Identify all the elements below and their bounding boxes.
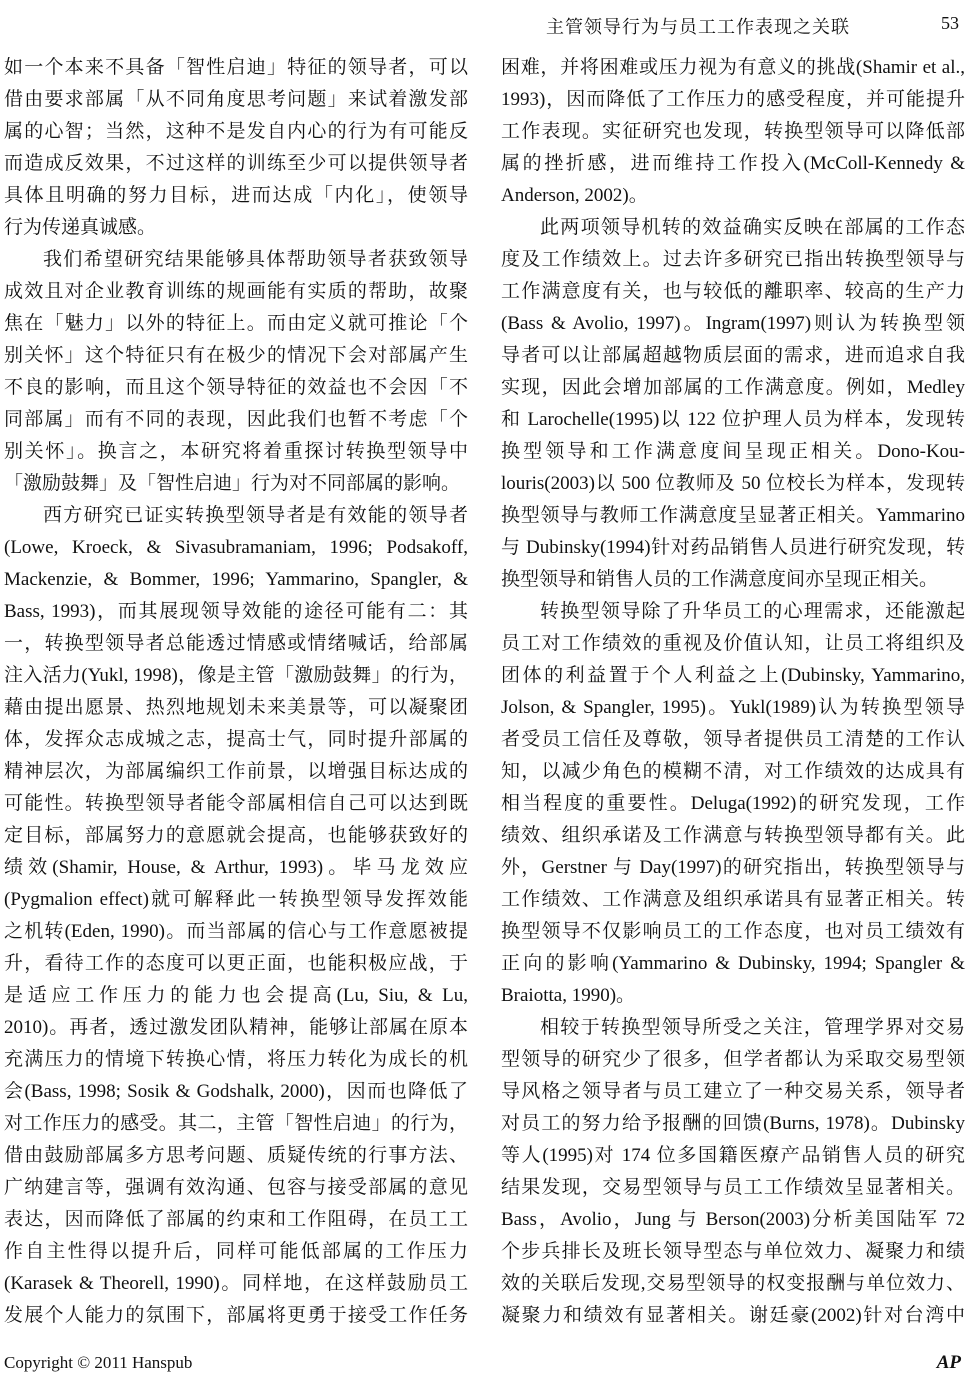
- text-line: Mackenzie, & Bommer, 1996; Yammarino, Spangler, &: [4, 569, 468, 590]
- text-line: 和 Larochelle(1995)以 122 位护理人员为样本，发现转: [501, 409, 965, 430]
- text-line: Braiotta, 1990)。: [501, 985, 636, 1006]
- text-line: (Bass & Avolio, 1997)。Ingram(1997)则认为转换型领: [501, 313, 965, 334]
- text-line: 借由鼓励部属多方思考问题、质疑传统的行事方法、: [4, 1145, 468, 1166]
- text-line: 西方研究已证实转换型领导者是有效能的领导者: [43, 505, 468, 526]
- text-line: 换型领导与教师工作满意度呈显著正相关。Yammarino: [501, 505, 965, 526]
- text-line: 换型领导和工作满意度间呈现正相关。Dono-Kou-: [501, 441, 965, 462]
- publisher-logo: AP: [936, 1352, 961, 1373]
- text-line: 成效且对企业教育训练的规画能有实质的帮助，故聚: [4, 281, 468, 302]
- text-line: (Lowe, Kroeck, & Sivasubramaniam, 1996; Podsakoff,: [4, 537, 468, 558]
- column-right: [501, 52, 965, 1332]
- text-line: 相当程度的重要性。Deluga(1992)的研究发现，工作: [501, 793, 965, 814]
- text-line: Anderson, 2002)。: [501, 185, 648, 206]
- text-line: 个步兵排长及班长领导型态与单位效力、凝聚力和绩: [501, 1241, 965, 1262]
- page-footer: [4, 1352, 961, 1374]
- column-left: [4, 52, 468, 1332]
- text-line: 度及工作绩效上。过去许多研究已指出转换型领导与: [501, 249, 965, 270]
- text-line: 精神层次，为部属编织工作前景，以增强目标达成的: [4, 761, 468, 782]
- text-line: 相较于转换型领导所受之关注，管理学界对交易: [540, 1017, 965, 1038]
- text-line: 困难，并将困难或压力视为有意义的挑战(Shamir et al.,: [501, 57, 965, 78]
- text-line: 导风格之领导者与员工建立了一种交易关系，领导者: [501, 1081, 965, 1102]
- text-line: 者受员工信任及尊敬，领导者提供员工清楚的工作认: [501, 729, 965, 750]
- text-line: louris(2003)以 500 位教师及 50 位校长为样本，发现转: [501, 473, 965, 494]
- running-head-title: 主管领导行为与员工工作表现之关联: [546, 17, 850, 37]
- text-line: 知，以减少角色的模糊不清，对工作绩效的达成具有: [501, 761, 965, 782]
- text-line: 作自主性得以提升后，同样可能低部属的工作压力: [4, 1241, 468, 1262]
- text-line: 发展个人能力的氛围下，部属将更勇于接受工作任务: [4, 1305, 468, 1326]
- text-line: 实现，因此会增加部属的工作满意度。例如，Medley: [501, 377, 965, 398]
- text-line: 不良的影响，而且这个领导特征的效益也不会因「不: [4, 377, 468, 398]
- text-line: 藉由提出愿景、热烈地规划未来美景等，可以凝聚团: [4, 697, 468, 718]
- text-line: 体，发挥众志成城之志，提高士气，同时提升部属的: [4, 729, 468, 750]
- text-line: (Pygmalion effect)就可解释此一转换型领导发挥效能: [4, 889, 468, 910]
- text-line: 焦在「魅力」以外的特征上。而由定义就可推论「个: [4, 313, 468, 334]
- text-line: 注入活力(Yukl, 1998)，像是主管「激励鼓舞」的行为，: [4, 665, 468, 686]
- text-line: 具体且明确的努力目标，进而达成「内化」，使领导: [4, 185, 468, 206]
- text-line: 是适应工作压力的能力也会提高(Lu, Siu, & Lu,: [4, 985, 468, 1006]
- text-line: 定目标，部属努力的意愿就会提高，也能够获致好的: [4, 825, 468, 846]
- text-line: 「激励鼓舞」及「智性启迪」行为对不同部属的影响。: [4, 473, 461, 494]
- text-line: 员工对工作绩效的重视及价值认知，让员工将组织及: [501, 633, 965, 654]
- text-line: 表达，因而降低了部属的约束和工作阻碍，在员工工: [4, 1209, 468, 1230]
- page-number: 53: [941, 13, 959, 33]
- text-line: 绩效(Shamir, House, & Arthur, 1993)。毕马龙效应: [4, 857, 468, 878]
- text-line: 属的心智；当然，这种不是发自内心的行为有可能反: [4, 121, 468, 142]
- text-line: 效的关联后发现,交易型领导的权变报酬与单位效力、: [501, 1273, 965, 1294]
- text-line: 工作绩效、工作满意及组织承诺具有显著正相关。转: [501, 889, 965, 910]
- text-line: 结果发现，交易型领导与员工工作绩效呈显著相关。: [501, 1177, 965, 1198]
- text-line: Bass, 1993)，而其展现领导效能的途径可能有二：其: [4, 601, 468, 622]
- text-line: 借由要求部属「从不同角度思考问题」来试着激发部: [4, 89, 468, 110]
- text-line: 导者可以让部属超越物质层面的需求，进而追求自我: [501, 345, 965, 366]
- text-line: 换型领导和销售人员的工作满意度间亦呈现正相关。: [501, 569, 939, 590]
- text-line: 换型领导不仅影响员工的工作态度，也对员工绩效有: [501, 921, 965, 942]
- text-line: 而造成反效果，不过这样的训练至少可以提供领导者: [4, 153, 468, 174]
- article-body: [4, 52, 965, 1332]
- text-line: 别关怀」。换言之，本研究将着重探讨转换型领导中: [4, 441, 468, 462]
- text-line: 1993)，因而降低了工作压力的感受程度，并可能提升: [501, 89, 965, 110]
- text-line: 一，转换型领导者总能透过情感或情绪喊话，给部属: [4, 633, 468, 654]
- text-line: Bass，Avolio，Jung 与 Berson(2003)分析美国陆军 72: [501, 1209, 965, 1230]
- text-line: 如一个本来不具备「智性启迪」特征的领导者，可以: [4, 57, 468, 78]
- text-line: 型领导的研究少了很多，但学者都认为采取交易型领: [501, 1049, 965, 1070]
- text-line: 对员工的努力给予报酬的回馈(Burns, 1978)。Dubinsky: [501, 1113, 965, 1134]
- text-line: 别关怀」这个特征只有在极少的情况下会对部属产生: [4, 345, 468, 366]
- text-line: 工作满意度有关，也与较低的離职率、较高的生产力: [501, 281, 965, 302]
- text-line: 充满压力的情境下转换心情，将压力转化为成长的机: [4, 1049, 468, 1070]
- text-line: 工作表现。实征研究也发现，转换型领导可以降低部: [501, 121, 965, 142]
- text-line: 转换型领导除了升华员工的心理需求，还能激起: [540, 601, 965, 622]
- text-line: 之机转(Eden, 1990)。而当部属的信心与工作意愿被提: [4, 921, 468, 942]
- text-line: 此两项领导机转的效益确实反映在部属的工作态: [540, 217, 965, 238]
- text-line: Jolson, & Spangler, 1995)。Yukl(1989)认为转换型领导: [501, 697, 965, 718]
- text-line: 可能性。转换型领导者能令部属相信自己可以达到既: [4, 793, 468, 814]
- text-line: 凝聚力和绩效有显著相关。谢廷豪(2002)针对台湾中: [501, 1305, 965, 1326]
- text-line: 外，Gerstner 与 Day(1997)的研究指出，转换型领导与: [501, 857, 965, 878]
- text-line: 正向的影响(Yammarino & Dubinsky, 1994; Spangler &: [501, 953, 965, 974]
- text-line: 团体的利益置于个人利益之上(Dubinsky, Yammarino,: [501, 665, 965, 686]
- text-line: 属的挫折感，进而维持工作投入(McColl-Kennedy &: [501, 153, 965, 174]
- text-line: 广纳建言等，强调有效沟通、包容与接受部属的意见: [4, 1177, 468, 1198]
- text-line: 等人(1995)对 174 位多国籍医療产品销售人员的研究: [501, 1145, 965, 1166]
- text-line: 行为传递真诚感。: [4, 217, 157, 238]
- text-line: 升，看待工作的态度可以更正面，也能积极应战，于: [4, 953, 468, 974]
- text-line: 同部属」而有不同的表现，因此我们也暂不考虑「个: [4, 409, 468, 430]
- text-line: 会(Bass, 1998; Sosik & Godshalk, 2000)，因而也降低了: [4, 1081, 468, 1102]
- text-line: 2010)。再者，透过激发团队精神，能够让部属在原本: [4, 1017, 468, 1038]
- text-line: 与 Dubinsky(1994)针对药品销售人员进行研究发现，转: [501, 537, 965, 558]
- text-line: (Karasek & Theorell, 1990)。同样地，在这样鼓励员工: [4, 1273, 468, 1294]
- text-line: 绩效、组织承诺及工作满意与转换型领导都有关。此: [501, 825, 965, 846]
- copyright-text: Copyright © 2011 Hanspub: [4, 1353, 193, 1372]
- text-line: 对工作压力的感受。其二，主管「智性启迪」的行为，: [4, 1113, 468, 1134]
- text-line: 我们希望研究结果能够具体帮助领导者获致领导: [43, 249, 468, 270]
